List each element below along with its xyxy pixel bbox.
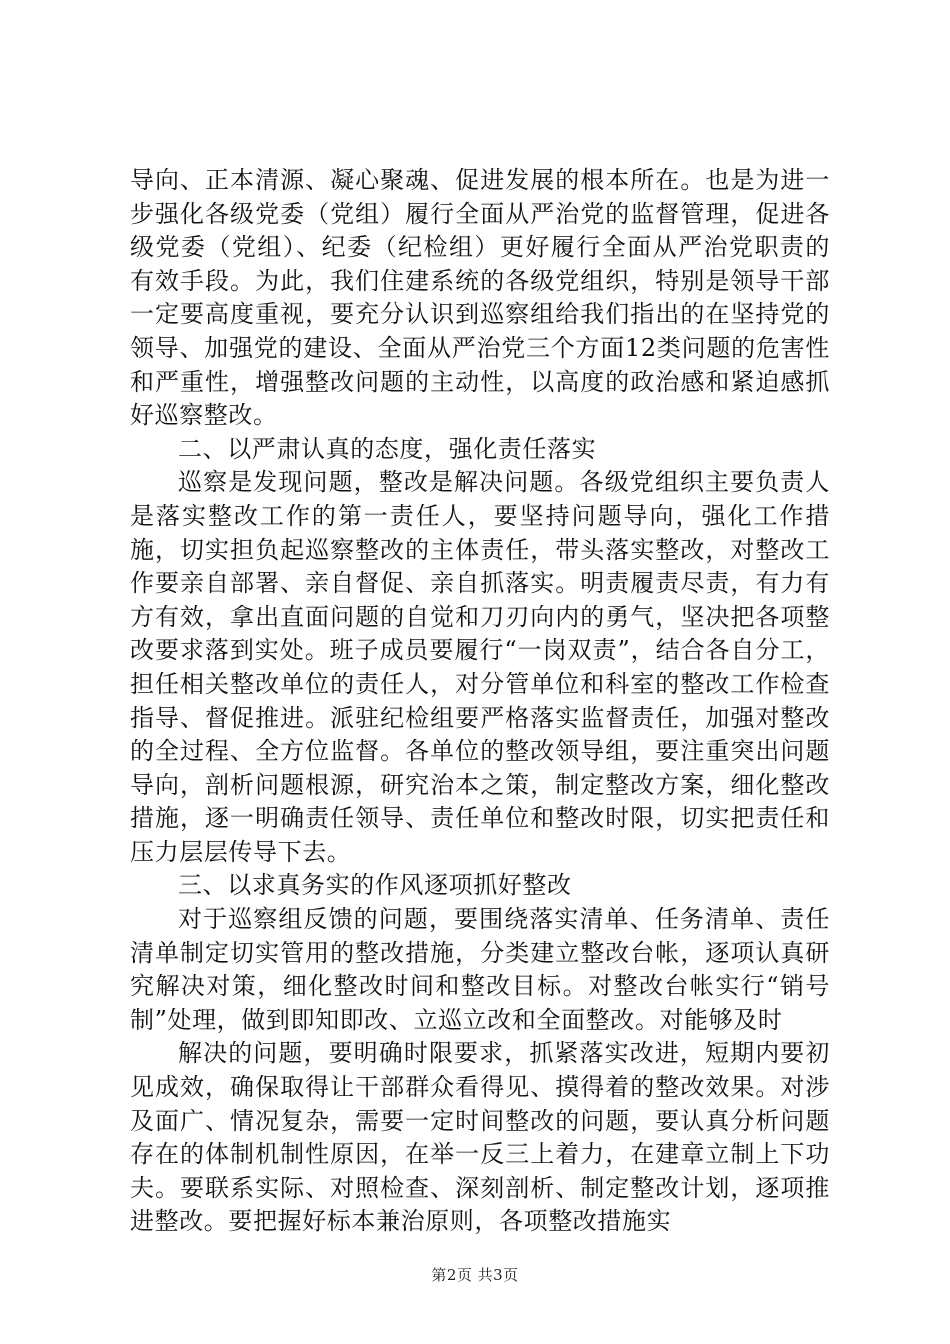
paragraph-intro-continued: 导向、正本清源、凝心聚魂、促进发展的根本所在。也是为进一步强化各级党委（党组）履行全面从严治党的监督管理，促进各级党委（党组）、纪委（纪检组）更好履行全面从严治党职责的有效手段。为此，我们住建系统的各级党组织，特别是领导干部一定要高度重视，要充分认识到巡察组给我们指出的在坚持党的领导、加强党的建设、全面从严治党三个方面12类问题的危害性和严重性，增强整改问题的主动性，以高度的政治感和紧迫感抓好巡察整改。 — [130, 166, 830, 430]
page-number-footer: 第2页 共3页 — [431, 1266, 519, 1284]
section-heading-3: 三、以求真务实的作风逐项抓好整改 — [178, 871, 572, 900]
document-body — [130, 164, 830, 1239]
section-heading-2: 二、以严肃认真的态度，强化责任落实 — [178, 434, 597, 463]
paragraph-responsibility: 巡察是发现问题，整改是解决问题。各级党组织主要负责人是落实整改工作的第一责任人，要坚持问题导向，强化工作措施，切实担负起巡察整改的主体责任，带头落实整改，对整改工作要亲自部署、亲自督促、亲自抓落实。明责履责尽责，有力有方有效，拿出直面问题的自觉和刀刃向内的勇气，坚决把各项整改要求落到实处。班子成员要履行“一岗双责”，结合各自分工，担任相关整改单位的责任人，对分管单位和科室的整改工作检查指导、督促推进。派驻纪检组要严格落实监督责任，加强对整改的全过程、全方位监督。各单位的整改领导组，要注重突出问题导向，剖析问题根源，研究治本之策，制定整改方案，细化整改措施，逐一明确责任领导、责任单位和整改时限，切实把责任和压力层层传导下去。 — [130, 468, 830, 866]
paragraph-rectification: 对于巡察组反馈的问题，要围绕落实清单、任务清单、责任清单制定切实管用的整改措施，分类建立整改台帐，逐项认真研究解决对策，细化整改时间和整改目标。对整改台帐实行“销号制”处理，做到即知即改、立巡立改和全面整改。对能够及时 — [130, 905, 830, 1034]
paragraph-rectification-continued: 解决的问题，要明确时限要求，抓紧落实改进，短期内要初见成效，确保取得让干部群众看得见、摸得着的整改效果。对涉及面广、情况复杂，需要一定时间整改的问题，要认真分析问题存在的体制机制性原因，在举一反三上着力，在建章立制上下功夫。要联系实际、对照检查、深刻剖析、制定整改计划，逐项推进整改。要把握好标本兼治原则，各项整改措施实 — [130, 1039, 830, 1236]
